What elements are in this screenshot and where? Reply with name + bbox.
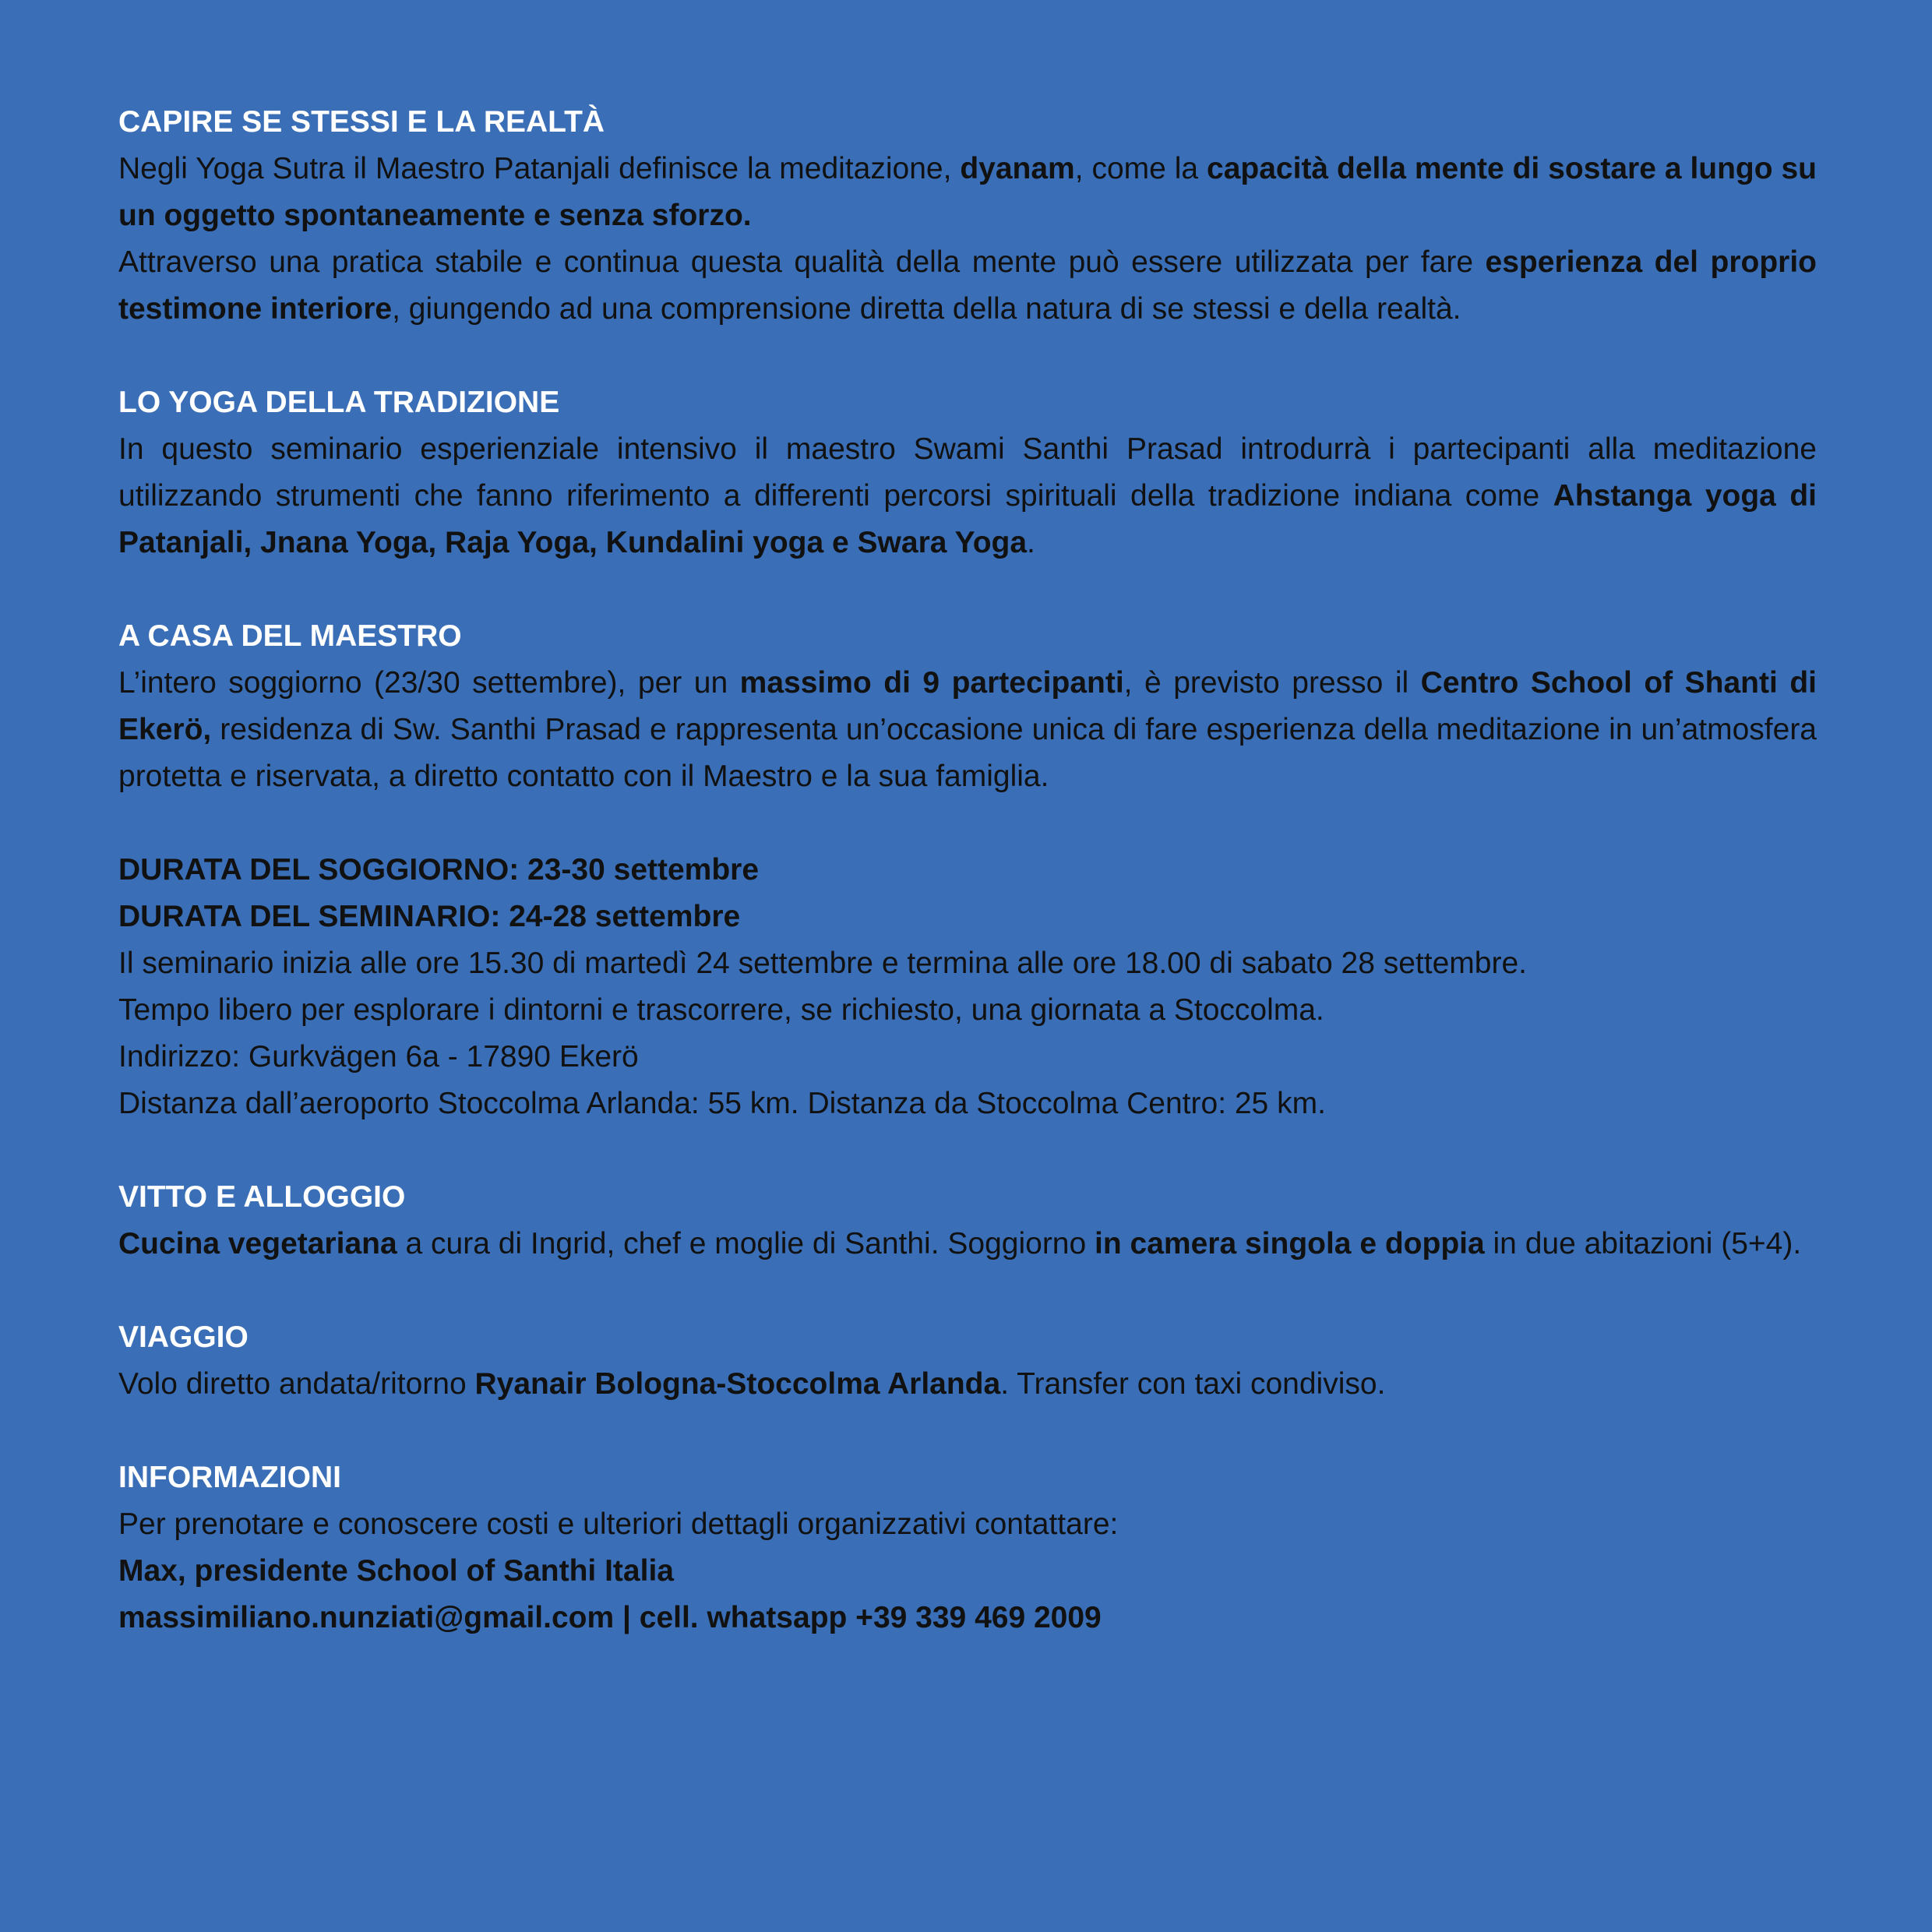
section-vitto-alloggio <box>118 1174 1817 1267</box>
paragraph: L’intero soggiorno (23/30 settembre), per un massimo di 9 partecipanti, è previsto presso il Centro School of Shanti di Ekerö, residenza di Sw. Santhi Prasad e rappresenta un’occasione unica di fare esperienza della meditazione in un’atmosfera protetta e riservata, a diretto contatto con il Maestro e la sua famiglia. <box>118 666 1817 793</box>
section-heading: CAPIRE SE STESSI E LA REALTÀ <box>118 105 605 139</box>
section-heading: VIAGGIO <box>118 1320 249 1354</box>
paragraph: Cucina vegetariana a cura di Ingrid, chef e moglie di Santhi. Soggiorno in camera singola e doppia in due abitazioni (5+4). <box>118 1227 1802 1260</box>
section-heading: A CASA DEL MAESTRO <box>118 619 462 653</box>
booking-line: Per prenotare e conoscere costi e ulteriori dettagli organizzativi contattare: <box>118 1507 1119 1541</box>
contact-details: massimiliano.nunziati@gmail.com | cell. whatsapp +39 339 469 2009 <box>118 1601 1102 1634</box>
section-informazioni <box>118 1454 1817 1641</box>
free-time-line: Tempo libero per esplorare i dintorni e trascorrere, se richiesto, una giornata a Stoccolma. <box>118 993 1324 1027</box>
section-heading: VITTO E ALLOGGIO <box>118 1180 406 1214</box>
paragraph: Attraverso una pratica stabile e continua questa qualità della mente può essere utilizzata per fare esperienza del proprio testimone interiore, giungendo ad una comprensione diretta della natura di se stessi e della realtà. <box>118 245 1817 326</box>
seminar-duration: DURATA DEL SEMINARIO: 24-28 settembre <box>118 900 741 933</box>
distance-line: Distanza dall’aeroporto Stoccolma Arlanda: 55 km. Distanza da Stoccolma Centro: 25 km. <box>118 1087 1326 1120</box>
stay-duration: DURATA DEL SOGGIORNO: 23-30 settembre <box>118 853 760 887</box>
paragraph: Negli Yoga Sutra il Maestro Patanjali definisce la meditazione, dyanam, come la capacità della mente di sostare a lungo su un oggetto spontaneamente e senza sforzo. <box>118 152 1817 232</box>
section-casa-maestro <box>118 613 1817 800</box>
section-yoga-tradizione <box>118 379 1817 566</box>
paragraph: In questo seminario esperienziale intensivo il maestro Swami Santhi Prasad introdurrà i partecipanti alla meditazione utilizzando strumenti che fanno riferimento a differenti percorsi spirituali della tradizione indiana come Ahstanga yoga di Patanjali, Jnana Yoga, Raja Yoga, Kundalini yoga e Swara Yoga. <box>118 432 1817 559</box>
section-viaggio <box>118 1314 1817 1408</box>
content-column <box>118 99 1817 1688</box>
contact-name: Max, presidente School of Santhi Italia <box>118 1554 674 1588</box>
section-heading: LO YOGA DELLA TRADIZIONE <box>118 386 560 419</box>
section-heading: INFORMAZIONI <box>118 1461 341 1494</box>
section-durata <box>118 847 1817 1127</box>
schedule-line: Il seminario inizia alle ore 15.30 di martedì 24 settembre e termina alle ore 18.00 di sabato 28 settembre. <box>118 947 1527 980</box>
address-line: Indirizzo: Gurkvägen 6a - 17890 Ekerö <box>118 1040 639 1074</box>
section-capire <box>118 99 1817 333</box>
paragraph: Volo diretto andata/ritorno Ryanair Bologna-Stoccolma Arlanda. Transfer con taxi condiviso. <box>118 1367 1386 1401</box>
